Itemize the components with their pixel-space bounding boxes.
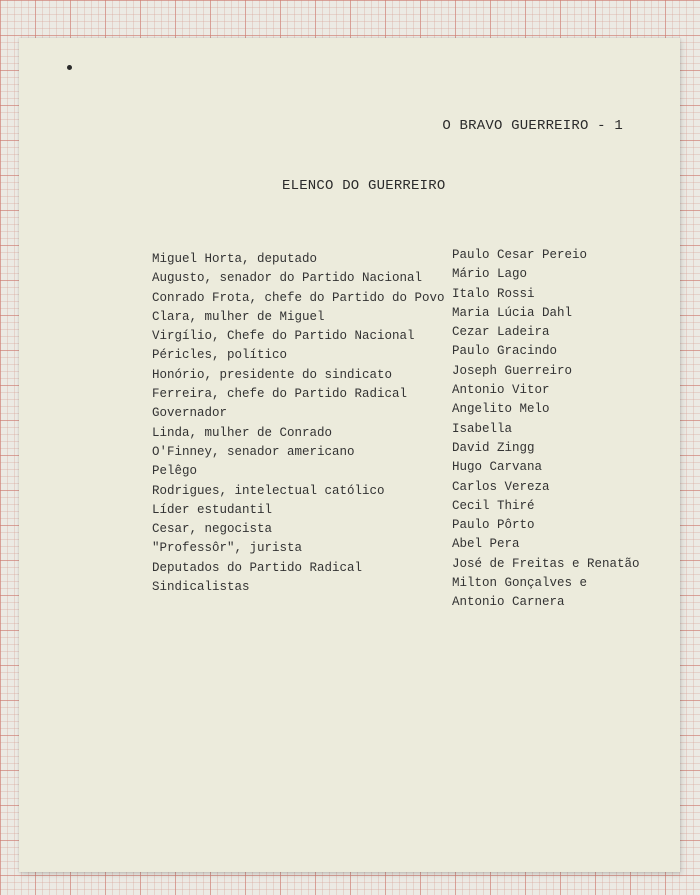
- actor-item: Paulo Gracindo: [452, 344, 558, 359]
- actor-item: Maria Lúcia Dahl: [452, 305, 573, 320]
- role-item: Ferreira, chefe do Partido Radical: [152, 387, 408, 402]
- role-item: Clara, mulher de Miguel: [152, 309, 325, 324]
- role-item: Governador: [152, 406, 228, 421]
- role-item: Miguel Horta, deputado: [152, 252, 318, 266]
- role-item: Deputados do Partido Radical: [152, 560, 363, 575]
- actors-list: [452, 246, 640, 613]
- typed-sheet: [19, 38, 680, 872]
- actor-item: Abel Pera: [452, 537, 520, 552]
- role-item: Augusto, senador do Partido Nacional: [152, 271, 423, 286]
- actor-item: Isabella: [452, 421, 513, 436]
- role-item: Cesar, negocista: [152, 522, 273, 537]
- role-item: O'Finney, senador americano: [152, 444, 355, 459]
- role-item: "Professôr", jurista: [152, 541, 303, 556]
- page-header: O BRAVO GUERREIRO - 1: [442, 118, 623, 134]
- actor-item: Angelito Melo: [452, 402, 550, 417]
- actor-item: Mário Lago: [452, 267, 528, 282]
- role-item: Conrado Frota, chefe do Partido do Povo: [152, 290, 445, 305]
- role-item: Sindicalistas: [152, 580, 250, 595]
- actor-item: Antonio Carnera: [452, 595, 565, 610]
- role-item: Líder estudantil: [152, 502, 273, 517]
- roles-list: [152, 250, 445, 597]
- actor-item: Hugo Carvana: [452, 460, 543, 475]
- role-item: Honório, presidente do sindicato: [152, 367, 393, 382]
- role-item: Linda, mulher de Conrado: [152, 425, 333, 440]
- role-item: Rodrigues, intelectual católico: [152, 483, 385, 498]
- actor-item: Paulo Pôrto: [452, 518, 535, 533]
- actor-item: Joseph Guerreiro: [452, 363, 573, 378]
- actor-item: Carlos Vereza: [452, 479, 550, 494]
- ink-dot: [67, 65, 72, 70]
- role-item: Virgílio, Chefe do Partido Nacional: [152, 329, 415, 344]
- cast-title: ELENCO DO GUERREIRO: [282, 178, 446, 194]
- actor-item: Milton Gonçalves e: [452, 576, 588, 591]
- actor-item: Cecil Thiré: [452, 498, 535, 513]
- actor-item: Antonio Vitor: [452, 383, 550, 398]
- actor-item: Paulo Cesar Pereio: [452, 248, 588, 262]
- role-item: Péricles, político: [152, 348, 288, 363]
- actor-item: Italo Rossi: [452, 286, 535, 301]
- actor-item: José de Freitas e Renatão: [452, 556, 640, 571]
- role-item: Pelêgo: [152, 464, 198, 479]
- actor-item: Cezar Ladeira: [452, 325, 550, 340]
- actor-item: David Zingg: [452, 440, 535, 455]
